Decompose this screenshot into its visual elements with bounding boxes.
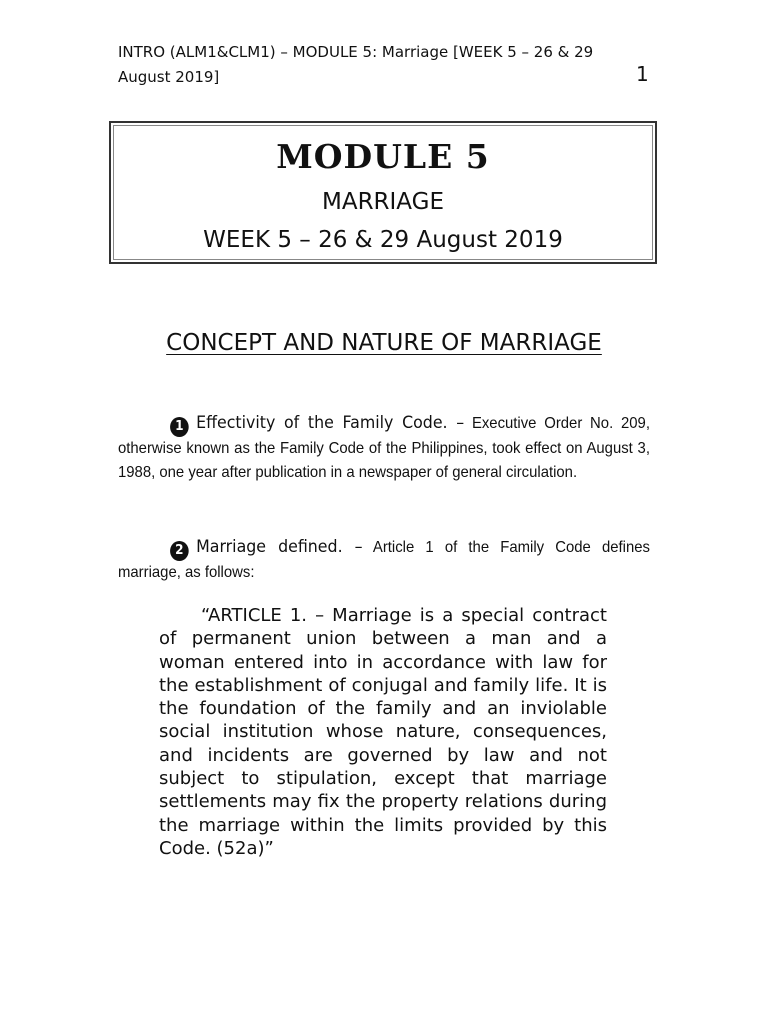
paragraph-marriage-defined: [118, 535, 650, 585]
header-line-2: August 2019]: [118, 68, 220, 86]
number-1-icon: 1: [170, 417, 189, 437]
paragraph-text: Executive Order No. 209, otherwise known as the Family Code of the Philippines, took effect on August 3, 1988, one year after publication in a newspaper of general circulation.: [118, 415, 650, 481]
number-2-icon: 2: [170, 541, 189, 561]
paragraph-text: Article 1 of the Family Code defines marriage, as follows:: [118, 539, 650, 581]
header-line-1: INTRO (ALM1&CLM1) – MODULE 5: Marriage [WEEK 5 – 26 & 29: [118, 43, 594, 61]
module-week: WEEK 5 – 26 & 29 August 2019: [203, 227, 563, 253]
page-number: 1: [636, 62, 649, 86]
section-heading: CONCEPT AND NATURE OF MARRIAGE: [166, 330, 602, 356]
running-header: [118, 40, 650, 90]
paragraph-term: Marriage defined. –: [196, 537, 363, 557]
module-topic: MARRIAGE: [321, 189, 444, 215]
paragraph-term: Effectivity of the Family Code. –: [196, 413, 465, 433]
article-quote: “ARTICLE 1. – Marriage is a special contract of permanent union between a man and a woman entered into in accordance with law for the establishment of conjugal and family life. It is the foundation of the family and an inviolable social institution whose nature, consequences, and incidents are governed by law and not subject to stipulation, except that marriage settlements may fix the property relations during the marriage within the limits provided by this Code. (52a)”: [159, 605, 607, 859]
paragraph-effectivity: [118, 411, 650, 485]
title-box: [109, 121, 657, 264]
module-title: MODULE 5: [276, 137, 490, 176]
